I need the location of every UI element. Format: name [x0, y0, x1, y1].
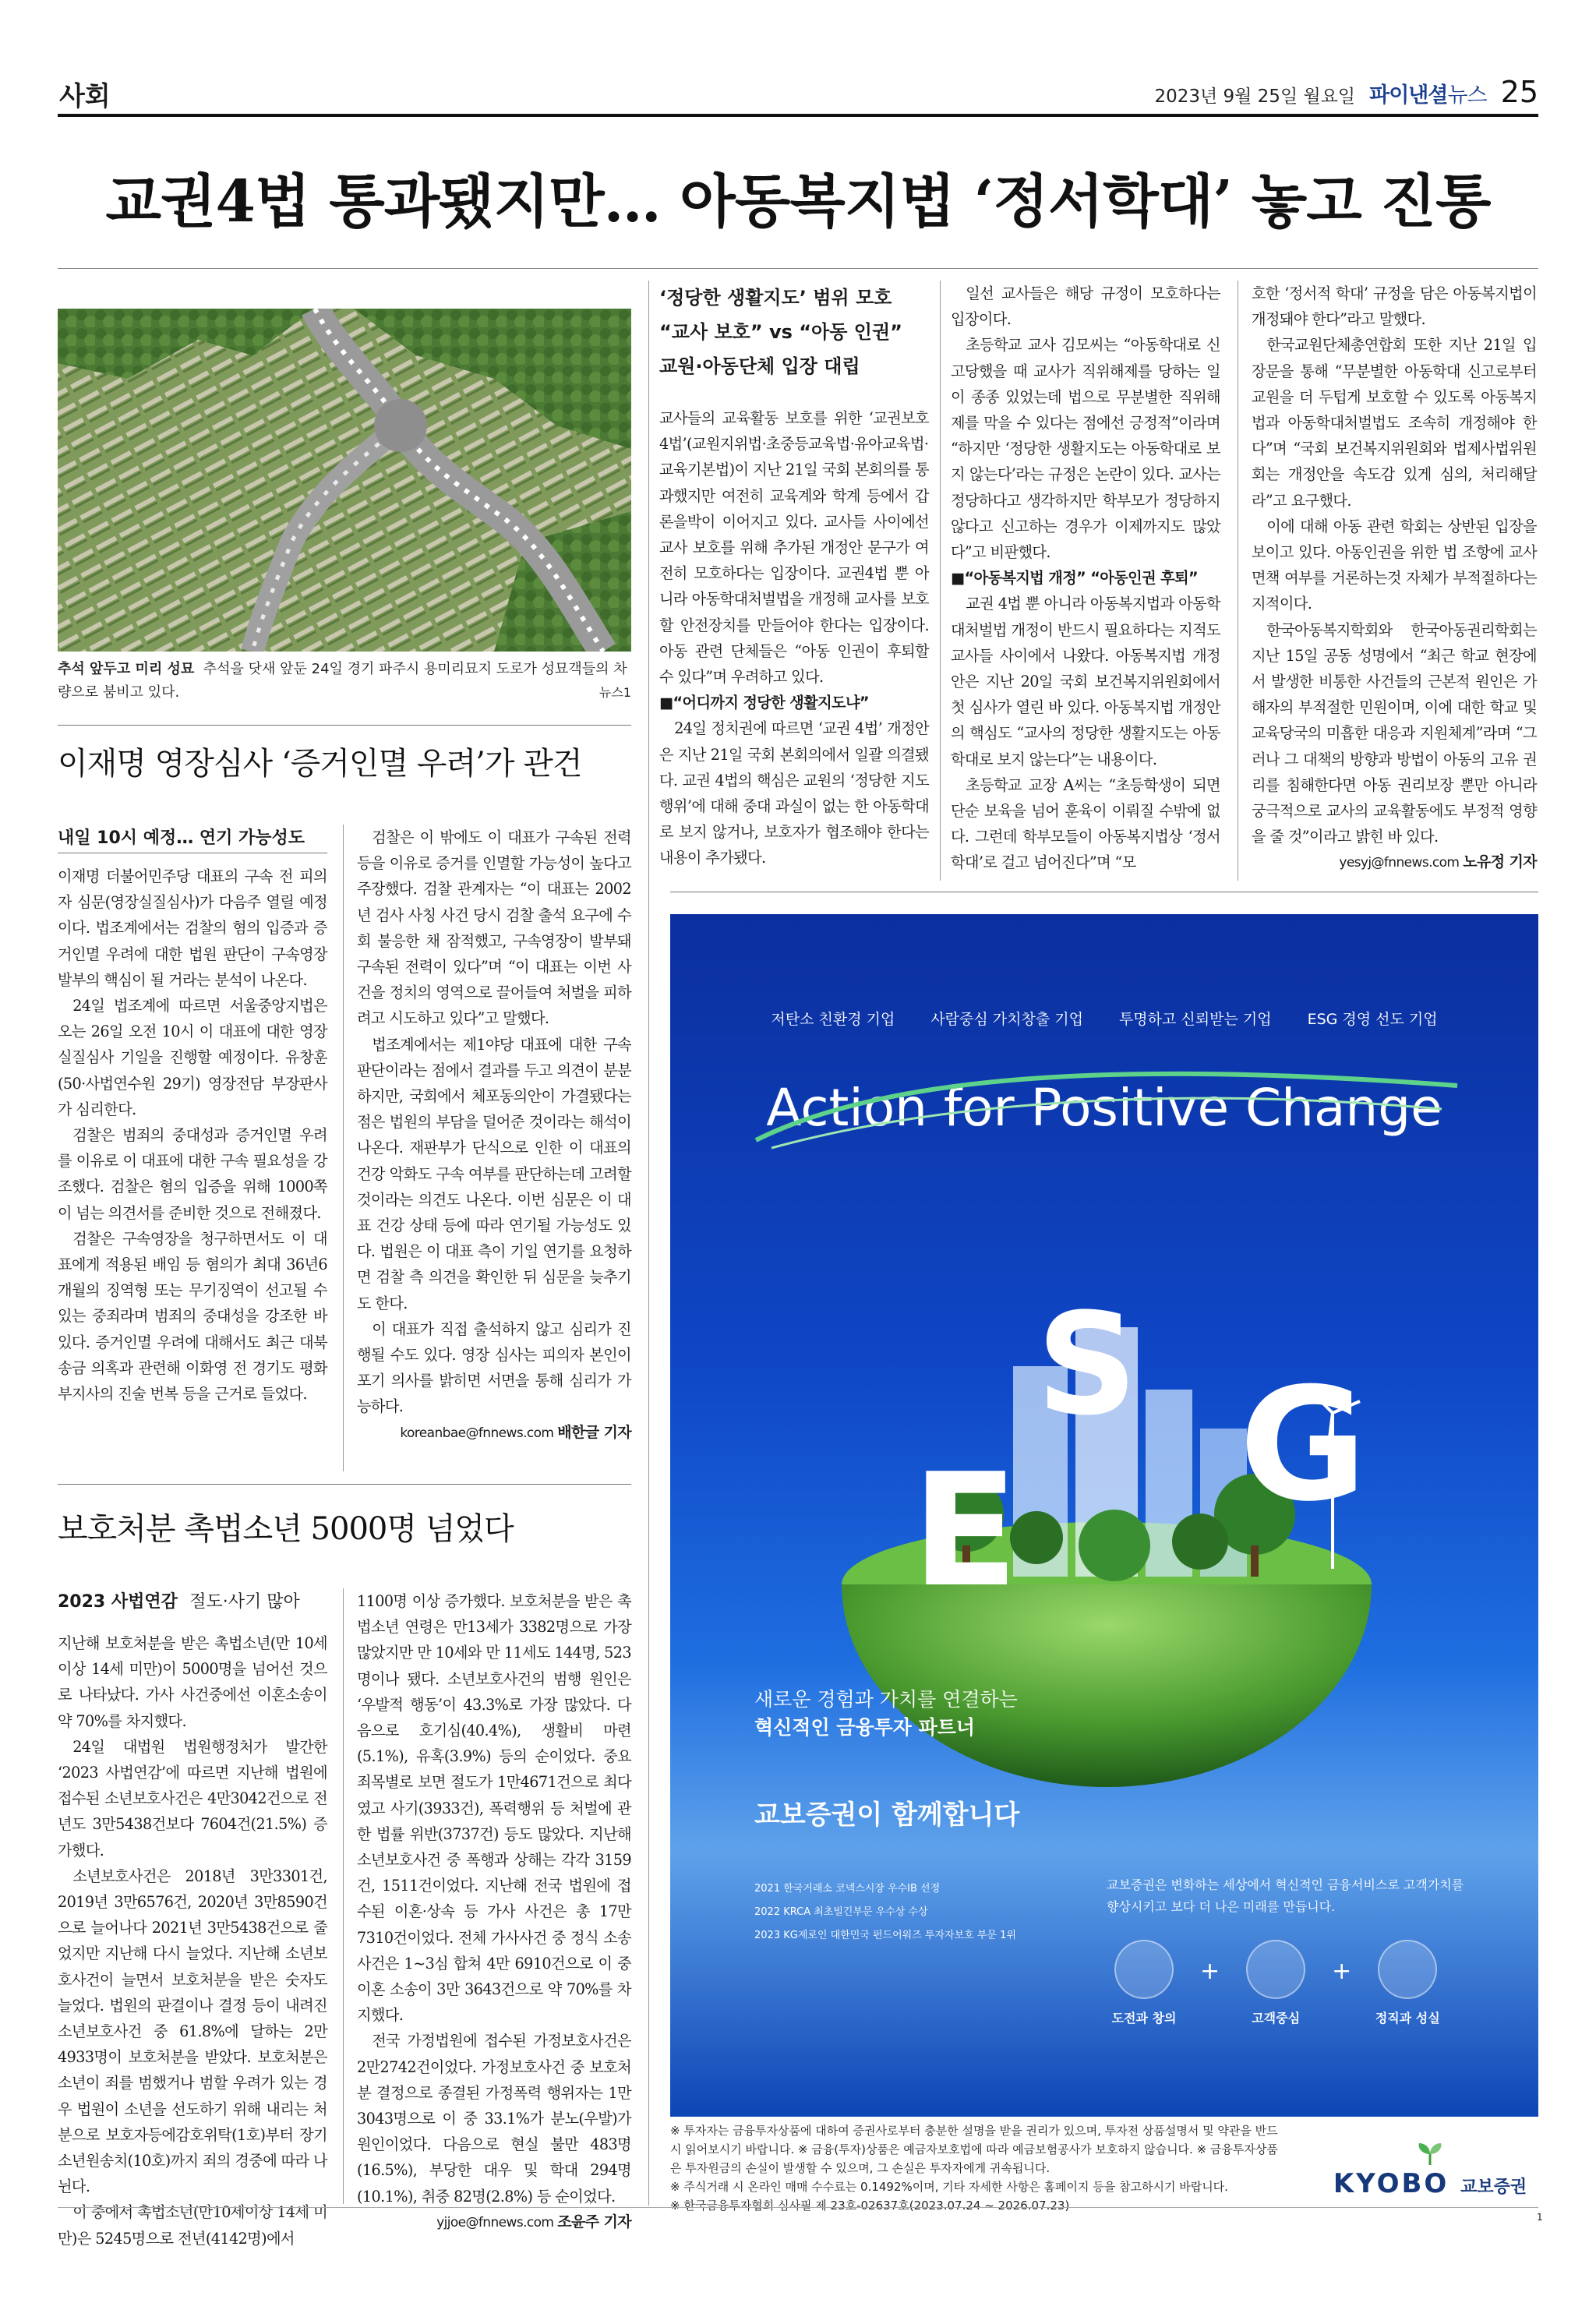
sprout-icon — [1414, 2142, 1446, 2165]
paragraph: 24일 법조계에 따르면 서울중앙지법은 오는 26일 오전 10시 이 대표에 대한 영장실질심사 기일을 진행할 예정이다. 유창훈(50·사법연수원 29기) 영장전담 부장판사가 심리한다. — [58, 997, 327, 1118]
article-rule — [58, 1484, 631, 1485]
ad-tag: 사람중심 가치창출 기업 — [930, 1011, 1083, 1028]
paragraph: 1100명 이상 증가했다. 보호처분을 받은 촉법소년 연령은 만13세가 3382명으로 가장 많았지만 만 10세와 만 11세도 144명, 523명이나 됐다. 소년보호사건의 범행 원인은 ‘우발적 행동’이 43.3%로 가장 많았다. 다음으로 호기심(40.4%), 생활비 마련(5.1%), 유혹(3.9%) 등의 순이었다. 중요 죄목별로 보면 절도가 1만4671건으로 최다였고 사기(3933건), 폭력행위 등 처벌에 관한 법률 위반(3737건) 등도 많았다. 지난해 소년보호사건 중 폭행과 상해는 각각 3159건, 1511건이었다. 지난해 전국 법원에 접수된 이혼·상속 등 가사 사건은 총 17만7310건이었다. 전체 가사사건 중 정식 소송 사건은 1~3심 합쳐 4만 6910건으로 이 중 이혼 소송이 3만 3643건으로 약 70%를 차지했다. — [357, 1592, 631, 2025]
paragraph: 검찰은 이 밖에도 이 대표가 구속된 전력 등을 이유로 증거를 인멸할 가능성이 높다고 주장했다. 검찰 관계자는 “이 대표는 2002년 검사 사칭 사건 당시 검찰 출석 요구에 수회 불응한 채 잠적했고, 구속영장이 발부돼 구속된 전력이 있다”며 “이 대표는 이번 사건을 정치의 영역으로 끌어들여 처벌을 피하려고 시도하고 있다”고 말했다. — [357, 828, 631, 1028]
ad-tag: ESG 경영 선도 기업 — [1307, 1011, 1438, 1028]
main-article-col3 — [1252, 281, 1537, 877]
article3-col2 — [357, 1588, 631, 2236]
article2-col2 — [357, 825, 631, 1446]
paragraph: 이 대표가 직접 출석하지 않고 심리가 진행될 수도 있다. 영장 심사는 피의자 본인이 포기 의사를 밝히면 서면을 통해 심리가 가능하다. — [357, 1319, 631, 1416]
main-headline: 교권4법 통과됐지만… 아동복지법 ‘정서학대’ 놓고 진통 — [105, 168, 1491, 235]
ad-awards — [754, 1877, 1113, 1948]
paragraph: 교사들의 교육활동 보호를 위한 ‘교권보호 4법’(교원지위법·초중등교육법·유아교육법·교육기본법)이 지난 21일 국회 본회의를 통과했지만 여전히 교육계와 학계 등에서 갑론을박이 이어지고 있다. 교사들 사이에선 교사 보호를 위해 추가된 개정안 문구가 여전히 모호하다는 입장이다. 교권4법 뿐 아니라 아동학대처벌법을 개정해 교사를 보호할 안전장치를 만들어야 한다는 입장이다. 아동 관련 단체들은 “아동 인권이 후퇴할 수 있다”며 우려하고 있다. — [659, 409, 929, 687]
article2-title: 이재명 영장심사 ‘증거인멸 우려’가 관건 — [58, 746, 582, 782]
paragraph: 이재명 더불어민주당 대표의 구속 전 피의자 심문(영장실질심사)가 다음주 열릴 예정이다. 법조계에서는 검찰의 혐의 입증과 증거인멸 우려에 대한 법원 판단이 구속영장 발부의 핵심이 될 거라는 분석이 나온다. — [58, 867, 327, 989]
headline-rule — [58, 268, 1538, 269]
byline-email[interactable]: koreanbae@fnnews.com — [400, 1425, 554, 1441]
byline — [357, 2209, 631, 2236]
scales-icon — [1378, 1940, 1437, 1999]
disclaimer-line: ※ 한국금융투자협회 심사필 제 23호-02637호(2023.07.24 ~ 2026.07.23) — [670, 2199, 1070, 2213]
subhead-2: “교사 보호” vs “아동 인권” — [659, 321, 902, 343]
section-bullet: ■“아동복지법 개정” “아동인권 후퇴” — [951, 569, 1198, 588]
paragraph: 24일 대법원 법원행정처가 발간한 ‘2023 사법연감’에 따르면 지난해 법원에 접수된 소년보호사건은 4만3042건으로 전년도 3만5438건보다 7604건(21.5%) 증가했다. — [58, 1737, 327, 1860]
paragraph: 한국아동복지학회와 한국아동권리학회는 지난 15일 공동 성명에서 “최근 학교 현장에서 발생한 비통한 사건들의 근본적 원인은 가해자의 부적절한 민원이며, 이에 대한 학교 및 교육당국의 미흡한 대응과 지원체계”라며 “그러나 그 대책의 방향과 방법이 아동의 고유 권리를 침해한다면 아동 권리보장 뿐만 아니라 궁극적으로 교사의 교육활동에도 부정적 영향을 줄 것”이라고 밝힌 바 있다. — [1252, 620, 1537, 846]
paragraph: 일선 교사들은 해당 규정이 모호하다는 입장이다. — [951, 284, 1220, 329]
article3-col1 — [58, 1630, 327, 2252]
paragraph: 전국 가정법원에 접수된 가정보호사건은 2만2742건이었다. 가정보호사건 중 보호처분 결정으로 종결된 가정폭력 행위자는 1만3043명으로 이 중 33.1%가 분노(우발)가 원인이었다. 다음으로 현실 불만 483명(16.5%), 부당한 대우 및 학대 294명(10.1%), 취중 82명(2.8%) 등 순이었다. — [357, 2032, 631, 2206]
subhead-text: 절도·사기 많아 — [189, 1592, 300, 1612]
paragraph: 법조계에서는 제1야당 대표에 대한 구속판단이라는 점에서 결과를 두고 의견이 분분하지만, 국회에서 체포동의안이 가결됐다는 점은 법원의 부담을 덜어준 것이라는 해석이 나온다. 재판부가 단식으로 인한 이 대표의 건강 악화도 구속 여부를 판단하는데 고려할 것이라는 의견도 나온다. 이번 심문은 이 대표 건강 상태 등에 따라 연기될 가능성도 있다. 법원은 이 대표 측이 기일 연기를 요청하면 검찰 측 의견을 확인한 뒤 심문을 늦추기도 한다. — [357, 1035, 631, 1312]
paragraph: 호한 ‘정서적 학대’ 규정을 담은 아동복지법이 개정돼야 한다”라고 말했다. — [1252, 284, 1537, 329]
ad-tag: 투명하고 신뢰받는 기업 — [1118, 1011, 1272, 1028]
photo-credit: 뉴스1 — [598, 685, 631, 700]
header-right — [1154, 75, 1538, 109]
value-item — [1361, 1940, 1454, 2026]
ad-tags — [670, 1008, 1538, 1029]
section-bullet: ■“어디까지 정당한 생활지도냐” — [659, 694, 869, 712]
swoosh-graphic — [740, 1054, 1473, 1164]
subhead-3: 교원·아동단체 입장 대립 — [659, 355, 860, 377]
column-divider — [940, 281, 941, 881]
paragraph: 초등학교 교사 김모씨는 “아동학대로 신고당했을 때 교사가 직위해제를 당하는 일이 종종 있었는데 법으로 무분별한 직위해제를 막을 수 있다는 점에선 긍정적”이라며 “하지만 ‘정당한 생활지도는 아동학대로 보지 않는다’라는 규정은 논란이 있다. 교사는 정당하다고 생각하지만 학부모가 정당하지 않다고 신고하는 경우가 이제까지도 많았다”고 비판했다. — [951, 336, 1220, 562]
caption-text: 추석을 닷새 앞둔 24일 경기 파주시 용미리묘지 도로가 성묘객들의 차량으로 붐비고 있다. — [58, 661, 627, 701]
paragraph: 검찰은 범죄의 중대성과 증거인멸 우려를 이유로 이 대표에 대한 구속 필요성을 강조했다. 검찰은 혐의 입증을 위해 1000쪽이 넘는 의견서를 준비한 것으로 전해졌다. — [58, 1126, 327, 1222]
cemetery-aerial-photo — [58, 309, 631, 652]
logo-news: 뉴스 — [1447, 83, 1487, 108]
article2-subhead: 내일 10시 예정… 연기 가능성도 — [58, 828, 305, 848]
paragraph: 지난해 보호처분을 받은 촉법소년(만 10세 이상 14세 미만)이 5000명을 넘어선 것으로 나타났다. 가사 사건중에선 이혼소송이 약 70%를 차지했다. — [58, 1634, 327, 1730]
disclaimer-line: ※ 투자자는 금융투자상품에 대하여 증권사로부터 충분한 설명을 받을 권리가 있으며, 투자전 상품설명서 및 약관을 반드시 읽어보시기 바랍니다. ※ 금융(투자)상품은 예금자보호법에 따라 예금보험공사가 보호하지 않습니다. ※ 금융투자상품은 투자원금의 손실이 발생할 수 있으며, 그 손실은 투자자에게 귀속됩니다. — [670, 2124, 1278, 2175]
disclaimer-line: ※ 주식거래 시 온라인 매매 수수료는 0.1492%이며, 기타 자세한 사항은 홈페이지 등을 참고하시기 바랍니다. — [670, 2180, 1228, 2194]
byline — [1252, 849, 1537, 876]
paragraph: 교권 4법 뿐 아니라 아동복지법과 아동학대처벌법 개정이 반드시 필요하다는 지적도 교사들 사이에서 나왔다. 아동복지법 개정안은 지난 20일 국회 보건복지위원회에서 첫 심사가 열린 바 있다. 아동복지법 개정안의 핵심도 “교사의 정당한 생활지도는 아동학대로 보지 않는다”는 내용이다. — [951, 595, 1220, 768]
value-label: 고객중심 — [1252, 2011, 1301, 2026]
article-rule — [58, 725, 631, 726]
paragraph: 초등학교 교장 A씨는 “초등학생이 되면 단순 보육을 넘어 훈육이 이뤄질 수밖에 없다. 그런데 학부모들이 아동복지법상 ‘정서학대’로 걸고 넘어진다”며 “모 — [951, 775, 1220, 872]
subhead-bold: 2023 사법연감 — [58, 1592, 178, 1612]
ad-lead-line1: 새로운 경험과 가치를 연결하는 — [754, 1688, 1018, 1711]
lightbulb-icon — [1114, 1940, 1174, 1999]
ad-slogan: Action for Positive Change — [766, 1078, 1442, 1138]
main-article-col1 — [659, 405, 929, 871]
ad-values — [1097, 1940, 1454, 2026]
byline-email[interactable]: yjjoe@fnnews.com — [436, 2214, 554, 2230]
ad-description: 교보증권은 변화하는 세상에서 혁신적인 금융서비스로 고객가치를 향상시키고 보다 더 나은 미래를 만듭니다. — [1107, 1877, 1464, 1914]
value-item — [1229, 1940, 1322, 2026]
ad-lead-line2: 혁신적인 금융투자 파트너 — [754, 1716, 976, 1739]
value-label: 도전과 창의 — [1111, 2011, 1177, 2026]
newspaper-logo[interactable] — [1369, 78, 1487, 108]
ad-tag: 저탄소 친환경 기업 — [771, 1011, 895, 1028]
byline — [357, 1420, 631, 1446]
brand-name: KYOBO — [1333, 2168, 1449, 2199]
article2-col1 — [58, 864, 327, 1407]
issue-date: 2023년 9월 25일 월요일 — [1154, 87, 1356, 107]
byline-name: 조윤주 기자 — [557, 2213, 631, 2230]
main-article-subheads — [659, 281, 924, 383]
article3-title: 보호처분 촉법소년 5000명 넘었다 — [58, 1511, 514, 1547]
award: 2021 한국거래소 코넥스시장 우수IB 선정 — [754, 1883, 941, 1895]
section-label: 사회 — [59, 81, 111, 112]
kyobo-logo[interactable] — [1325, 2142, 1535, 2199]
ad-disclaimer — [670, 2121, 1286, 2215]
paragraph: 검찰은 구속영장을 청구하면서도 이 대표에게 적용된 배임 등 혐의가 최대 36년6개월의 징역형 또는 무기징역이 선고될 수 있는 중죄라며 범죄의 중대성을 강조한 바 있다. 증거인멸 우려에 대해서도 최근 대북송금 의혹과 관련해 이화영 전 경기도 평화부지사의 진술 번복 등을 근거로 들었다. — [58, 1229, 327, 1404]
esg-letter-e: E — [912, 1440, 1019, 1622]
news-photo — [58, 309, 631, 652]
award: 2022 KRCA 최초빌긴부문 우수상 수상 — [754, 1906, 928, 1918]
paragraph: 이에 대해 아동 관련 학회는 상반된 입장을 보이고 있다. 아동인권을 위한 법 조항에 교사 면책 여부를 거론하는것 자체가 부적절하다는 지적이다. — [1252, 517, 1537, 613]
paragraph: 이 중에서 촉법소년(만10세이상 14세 미만)은 5245명으로 전년(4142명)에서 — [58, 2203, 327, 2248]
ad-lead — [754, 1686, 1160, 1742]
paragraph: 소년보호사건은 2018년 3만3301건, 2019년 3만6576건, 2020년 3만8590건으로 늘어나다 2021년 3만5438건으로 줄었지만 지난해 다시 늘었다. 지난해 소년보호사건이 늘면서 보호처분을 받은 숫자도 늘었다. 법원의 판결이나 결정 등이 내려진 소년보호사건 중 61.8%에 달하는 2만4933명이 보호처분을 받았다. 보호처분은 소년이 죄를 범했거나 범할 우려가 있는 경우 법원이 소년을 선도하기 위해 내리는 처분으로 보호자등에감호위탁(1호)부터 장기소년원송치(10호)까지 죄의 경중에 따라 나뉜다. — [58, 1867, 327, 2196]
plus-icon: + — [1332, 1958, 1352, 1985]
byline-name: 노유정 기자 — [1463, 853, 1537, 871]
page-header — [58, 70, 1538, 117]
subhead-1: ‘정당한 생활지도’ 범위 모호 — [659, 287, 892, 309]
target-icon — [1246, 1940, 1305, 1999]
article3-subhead — [58, 1588, 300, 1612]
value-item — [1097, 1940, 1191, 2026]
value-label: 정직과 성실 — [1375, 2011, 1440, 2026]
esg-letter-g: G — [1239, 1354, 1368, 1536]
byline-name: 배한글 기자 — [557, 1423, 631, 1441]
footer-mark: 1 — [1537, 2212, 1543, 2223]
main-article-col2 — [951, 281, 1220, 876]
paragraph: 24일 정치권에 따르면 ‘교권 4법’ 개정안은 지난 21일 국회 본회의에서 일괄 의결됐다. 교권 4법의 핵심은 교원의 ‘정당한 지도행위’에 대해 중대 과실이 없는 한 아동학대로 보지 않거나, 보호자가 협조해야 한다는 내용이 추가됐다. — [659, 719, 929, 867]
award: 2023 KG제로인 대한민국 펀드어워즈 투자자보호 부문 1위 — [754, 1930, 1016, 1941]
caption-title: 추석 앞두고 미리 성묘 — [58, 661, 195, 677]
paragraph: 한국교원단체총연합회 또한 지난 21일 입장문을 통해 “무분별한 아동학대 신고로부터 교원을 더 두텁게 보호할 수 있도록 아동복지법과 아동학대처벌법도 조속히 개정해야 한다”며 “국회 보건복지위원회와 법제사법위원회는 개정안을 속도감 있게 심의, 처리해달라”고 요구했다. — [1252, 336, 1537, 510]
column-divider — [343, 1588, 344, 2204]
logo-main: 파이낸셜 — [1369, 83, 1448, 108]
byline-email[interactable]: yesyj@fnnews.com — [1339, 855, 1460, 871]
kyobo-advertisement[interactable] — [670, 914, 1538, 2117]
plus-icon: + — [1200, 1958, 1220, 1985]
brand-name-kr: 교보증권 — [1460, 2177, 1527, 2197]
column-divider — [648, 281, 649, 2206]
ad-cta: 교보증권이 함께합니다 — [754, 1800, 1020, 1831]
page-number: 25 — [1500, 75, 1538, 109]
column-divider — [343, 825, 344, 1471]
esg-letter-s: S — [1036, 1284, 1138, 1446]
footer-rule — [58, 2207, 1538, 2208]
photo-caption — [58, 658, 631, 705]
